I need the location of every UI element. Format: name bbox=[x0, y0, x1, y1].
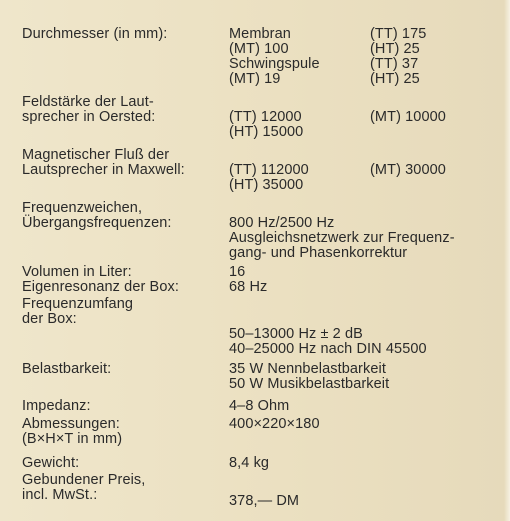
frequency-range-label-2: der Box: bbox=[22, 311, 77, 327]
resonance-label: Eigenresonanz der Box: bbox=[22, 279, 179, 295]
crossover-value-2: Ausgleichsnetzwerk zur Frequenz- bbox=[229, 230, 455, 246]
dimensions-value: 400×220×180 bbox=[229, 416, 320, 432]
magnetic-flux-label-1: Magnetischer Fluß der bbox=[22, 147, 170, 163]
price-label-2: incl. MwSt.: bbox=[22, 487, 98, 503]
volume-value: 16 bbox=[229, 264, 246, 280]
weight-label: Gewicht: bbox=[22, 455, 80, 471]
diameter-row-3-b: (TT) 37 bbox=[370, 56, 419, 72]
field-strength-mt: (MT) 10000 bbox=[370, 109, 446, 125]
magnetic-flux-ht: (HT) 35000 bbox=[229, 177, 304, 193]
diameter-row-4-a: (MT) 19 bbox=[229, 71, 281, 87]
resonance-value: 68 Hz bbox=[229, 279, 268, 295]
price-label-1: Gebundener Preis, bbox=[22, 472, 146, 488]
crossover-label-2: Übergangsfrequenzen: bbox=[22, 215, 172, 231]
diameter-row-1-a: Membran bbox=[229, 26, 291, 42]
diameter-label: Durchmesser (in mm): bbox=[22, 26, 168, 42]
dimensions-label-1: Abmessungen: bbox=[22, 416, 120, 432]
diameter-row-2-a: (MT) 100 bbox=[229, 41, 289, 57]
crossover-value-1: 800 Hz/2500 Hz bbox=[229, 215, 335, 231]
diameter-row-2-b: (HT) 25 bbox=[370, 41, 420, 57]
frequency-range-label-1: Frequenzumfang bbox=[22, 296, 134, 312]
magnetic-flux-label-2: Lautsprecher in Maxwell: bbox=[22, 162, 185, 178]
load-value-2: 50 W Musikbelastbarkeit bbox=[229, 376, 390, 392]
page-edge bbox=[504, 0, 510, 521]
volume-label: Volumen in Liter: bbox=[22, 264, 132, 280]
load-value-1: 35 W Nennbelastbarkeit bbox=[229, 361, 386, 377]
crossover-label-1: Frequenzweichen, bbox=[22, 200, 143, 216]
magnetic-flux-mt: (MT) 30000 bbox=[370, 162, 446, 178]
frequency-range-value-1: 50–13000 Hz ± 2 dB bbox=[229, 326, 363, 342]
impedance-label: Impedanz: bbox=[22, 398, 91, 414]
diameter-row-1-b: (TT) 175 bbox=[370, 26, 427, 42]
diameter-row-3-a: Schwingspule bbox=[229, 56, 320, 72]
dimensions-label-2: (B×H×T in mm) bbox=[22, 431, 123, 447]
field-strength-ht: (HT) 15000 bbox=[229, 124, 304, 140]
price-value: 378,— DM bbox=[229, 493, 300, 509]
field-strength-label-1: Feldstärke der Laut- bbox=[22, 94, 154, 110]
diameter-row-4-b: (HT) 25 bbox=[370, 71, 420, 87]
weight-value: 8,4 kg bbox=[229, 455, 270, 471]
load-label: Belastbarkeit: bbox=[22, 361, 112, 377]
magnetic-flux-tt: (TT) 112000 bbox=[229, 162, 309, 178]
field-strength-label-2: sprecher in Oersted: bbox=[22, 109, 156, 125]
frequency-range-value-2: 40–25000 Hz nach DIN 45500 bbox=[229, 341, 427, 357]
field-strength-tt: (TT) 12000 bbox=[229, 109, 302, 125]
impedance-value: 4–8 Ohm bbox=[229, 398, 290, 414]
crossover-value-3: gang- und Phasenkorrektur bbox=[229, 245, 408, 261]
